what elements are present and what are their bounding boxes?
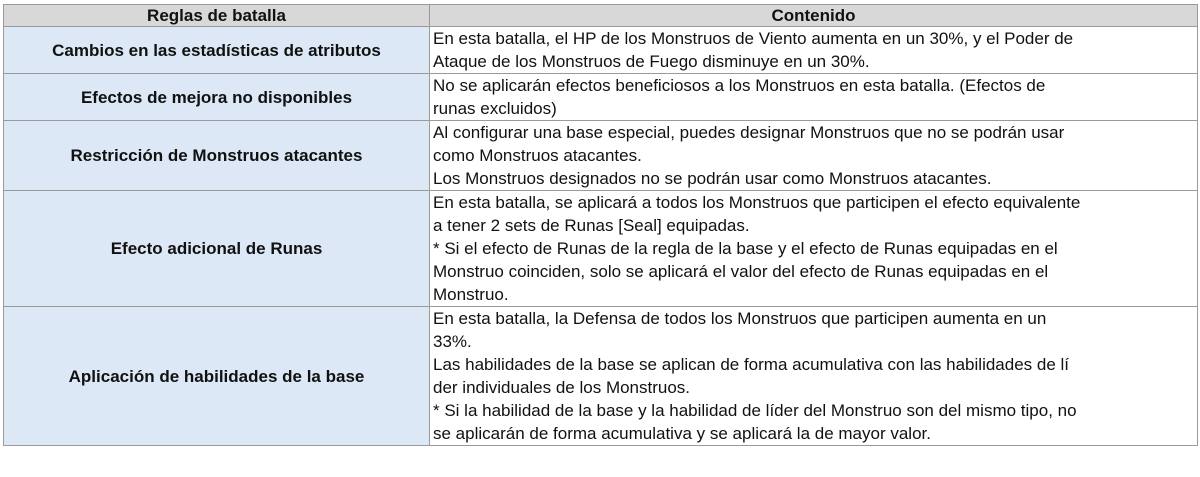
content-line: * Si la habilidad de la base y la habilidad de líder del Monstruo son del mismo tipo, no (433, 401, 1077, 420)
table-row (4, 74, 1198, 121)
content-line: Monstruo. (433, 285, 509, 304)
rule-content (430, 74, 1198, 121)
content-line: Las habilidades de la base se aplican de forma acumulativa con las habilidades de lí (433, 355, 1070, 374)
content-line: No se aplicarán efectos beneficiosos a los Monstruos en esta batalla. (Efectos de (433, 76, 1046, 95)
table-row (4, 27, 1198, 74)
rule-content (430, 307, 1198, 446)
table-row (4, 191, 1198, 307)
content-line: * Si el efecto de Runas de la regla de la base y el efecto de Runas equipadas en el (433, 239, 1058, 258)
content-line: Los Monstruos designados no se podrán usar como Monstruos atacantes. (433, 169, 992, 188)
content-line: En esta batalla, la Defensa de todos los Monstruos que participen aumenta en un (433, 309, 1047, 328)
rule-content (430, 27, 1198, 74)
content-line: Monstruo coinciden, solo se aplicará el valor del efecto de Runas equipadas en el (433, 262, 1049, 281)
rule-name: Restricción de Monstruos atacantes (4, 121, 430, 191)
content-line: se aplicarán de forma acumulativa y se aplicará la de mayor valor. (433, 424, 931, 443)
rule-content (430, 191, 1198, 307)
content-line: En esta batalla, el HP de los Monstruos de Viento aumenta en un 30%, y el Poder de (433, 29, 1074, 48)
rule-name: Efectos de mejora no disponibles (4, 74, 430, 121)
content-line: Ataque de los Monstruos de Fuego disminuye en un 30%. (433, 52, 870, 71)
content-line: a tener 2 sets de Runas [Seal] equipadas. (433, 216, 750, 235)
content-line: der individuales de los Monstruos. (433, 378, 691, 397)
header-rules: Reglas de batalla (4, 5, 430, 27)
table-row (4, 121, 1198, 191)
content-line: 33%. (433, 332, 472, 351)
rule-name: Aplicación de habilidades de la base (4, 307, 430, 446)
content-line: runas excluidos) (433, 99, 557, 118)
content-line: como Monstruos atacantes. (433, 146, 642, 165)
battle-rules-table (3, 4, 1198, 446)
content-line: En esta batalla, se aplicará a todos los Monstruos que participen el efecto equivalente (433, 193, 1081, 212)
table-header-row (4, 5, 1198, 27)
content-line: Al configurar una base especial, puedes designar Monstruos que no se podrán usar (433, 123, 1065, 142)
rule-content (430, 121, 1198, 191)
rule-name: Cambios en las estadísticas de atributos (4, 27, 430, 74)
header-content: Contenido (430, 5, 1198, 27)
table-row (4, 307, 1198, 446)
rule-name: Efecto adicional de Runas (4, 191, 430, 307)
